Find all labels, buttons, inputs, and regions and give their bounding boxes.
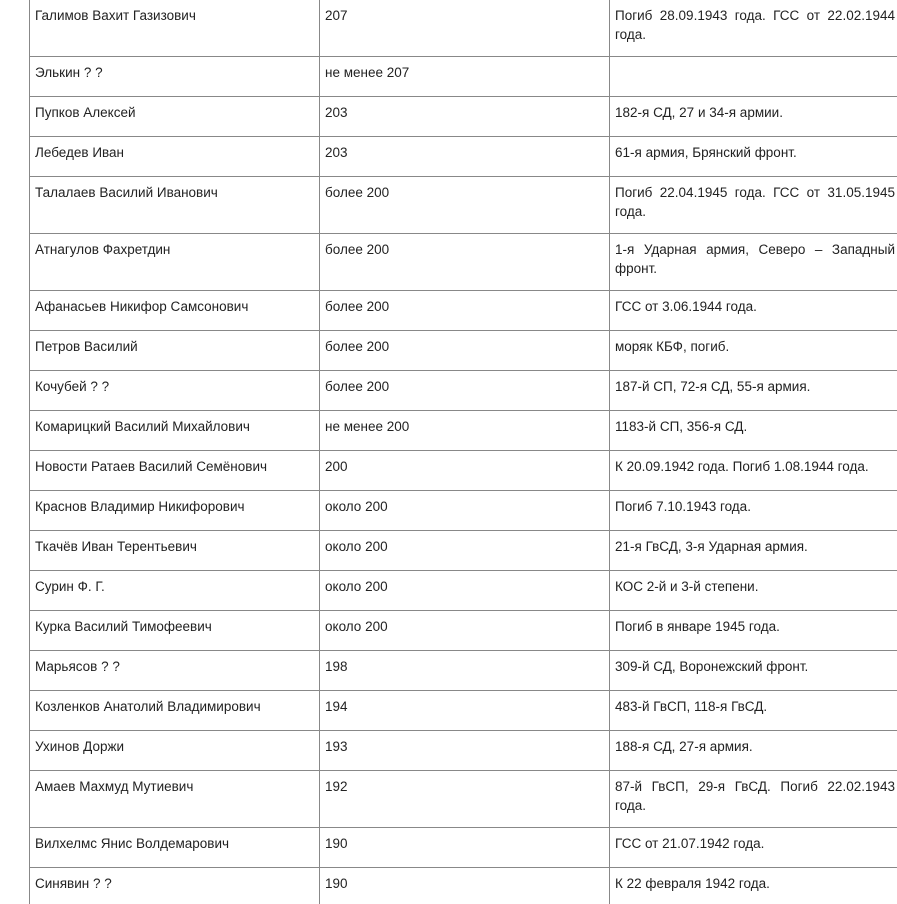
- note-cell: моряк КБФ, погиб.: [610, 331, 897, 371]
- table-row: [30, 771, 897, 828]
- name-cell: Пупков Алексей: [30, 97, 320, 137]
- table-row: [30, 234, 897, 291]
- table-row: [30, 411, 897, 451]
- name-cell: Марьясов ? ?: [30, 651, 320, 691]
- table-row: [30, 531, 897, 571]
- name-cell: Вилхелмс Янис Волдемарович: [30, 828, 320, 868]
- name-cell: Комарицкий Василий Михайлович: [30, 411, 320, 451]
- name-cell: Атнагулов Фахретдин: [30, 234, 320, 291]
- note-cell: 1183-й СП, 356-я СД.: [610, 411, 897, 451]
- count-cell: более 200: [320, 177, 610, 234]
- name-cell: Талалаев Василий Иванович: [30, 177, 320, 234]
- count-cell: не менее 200: [320, 411, 610, 451]
- count-cell: более 200: [320, 371, 610, 411]
- count-cell: около 200: [320, 611, 610, 651]
- data-table: [29, 0, 897, 904]
- count-cell: около 200: [320, 531, 610, 571]
- name-cell: Сурин Ф. Г.: [30, 571, 320, 611]
- count-cell: 203: [320, 97, 610, 137]
- note-cell: 188-я СД, 27-я армия.: [610, 731, 897, 771]
- note-cell: К 22 февраля 1942 года.: [610, 868, 897, 904]
- table-row: [30, 691, 897, 731]
- table-row: [30, 828, 897, 868]
- note-cell: 61-я армия, Брянский фронт.: [610, 137, 897, 177]
- name-cell: Синявин ? ?: [30, 868, 320, 904]
- table-row: [30, 97, 897, 137]
- name-cell: Лебедев Иван: [30, 137, 320, 177]
- name-cell: Афанасьев Никифор Самсонович: [30, 291, 320, 331]
- count-cell: 203: [320, 137, 610, 177]
- note-cell: ГСС от 3.06.1944 года.: [610, 291, 897, 331]
- name-cell: Краснов Владимир Никифорович: [30, 491, 320, 531]
- name-cell: Амаев Махмуд Мутиевич: [30, 771, 320, 828]
- count-cell: более 200: [320, 234, 610, 291]
- name-cell: Курка Василий Тимофеевич: [30, 611, 320, 651]
- count-cell: 198: [320, 651, 610, 691]
- note-cell: 309-й СД, Воронежский фронт.: [610, 651, 897, 691]
- note-cell: [610, 57, 897, 97]
- count-cell: не менее 207: [320, 57, 610, 97]
- note-cell: Погиб 28.09.1943 года. ГСС от 22.02.1944 года.: [610, 0, 897, 57]
- count-cell: 190: [320, 868, 610, 904]
- note-cell: 182-я СД, 27 и 34-я армии.: [610, 97, 897, 137]
- table-row: [30, 57, 897, 97]
- count-cell: более 200: [320, 331, 610, 371]
- table-row: [30, 137, 897, 177]
- name-cell: Ухинов Доржи: [30, 731, 320, 771]
- name-cell: Петров Василий: [30, 331, 320, 371]
- table-row: [30, 0, 897, 57]
- table-row: [30, 731, 897, 771]
- note-cell: 21-я ГвСД, 3-я Ударная армия.: [610, 531, 897, 571]
- table-row: [30, 177, 897, 234]
- note-cell: 1-я Ударная армия, Северо – Западный фронт.: [610, 234, 897, 291]
- note-cell: Погиб в январе 1945 года.: [610, 611, 897, 651]
- table-row: [30, 491, 897, 531]
- note-cell: КОС 2-й и 3-й степени.: [610, 571, 897, 611]
- note-cell: 483-й ГвСП, 118-я ГвСД.: [610, 691, 897, 731]
- table-row: [30, 651, 897, 691]
- count-cell: 207: [320, 0, 610, 57]
- table-row: [30, 291, 897, 331]
- count-cell: около 200: [320, 491, 610, 531]
- table-row: [30, 451, 897, 491]
- note-cell: 87-й ГвСП, 29-я ГвСД. Погиб 22.02.1943 года.: [610, 771, 897, 828]
- table-row: [30, 331, 897, 371]
- data-table-container: [29, 0, 897, 904]
- table-row: [30, 571, 897, 611]
- count-cell: более 200: [320, 291, 610, 331]
- note-cell: 187-й СП, 72-я СД, 55-я армия.: [610, 371, 897, 411]
- table-row: [30, 611, 897, 651]
- name-cell: Галимов Вахит Газизович: [30, 0, 320, 57]
- count-cell: 200: [320, 451, 610, 491]
- name-cell: Козленков Анатолий Владимирович: [30, 691, 320, 731]
- count-cell: около 200: [320, 571, 610, 611]
- note-cell: Погиб 7.10.1943 года.: [610, 491, 897, 531]
- table-row: [30, 371, 897, 411]
- count-cell: 192: [320, 771, 610, 828]
- note-cell: Погиб 22.04.1945 года. ГСС от 31.05.1945 года.: [610, 177, 897, 234]
- count-cell: 190: [320, 828, 610, 868]
- name-cell: Кочубей ? ?: [30, 371, 320, 411]
- count-cell: 194: [320, 691, 610, 731]
- name-cell: Элькин ? ?: [30, 57, 320, 97]
- name-cell: Ткачёв Иван Терентьевич: [30, 531, 320, 571]
- note-cell: К 20.09.1942 года. Погиб 1.08.1944 года.: [610, 451, 897, 491]
- table-row: [30, 868, 897, 904]
- note-cell: ГСС от 21.07.1942 года.: [610, 828, 897, 868]
- count-cell: 193: [320, 731, 610, 771]
- name-cell: Новости Ратаев Василий Семёнович: [30, 451, 320, 491]
